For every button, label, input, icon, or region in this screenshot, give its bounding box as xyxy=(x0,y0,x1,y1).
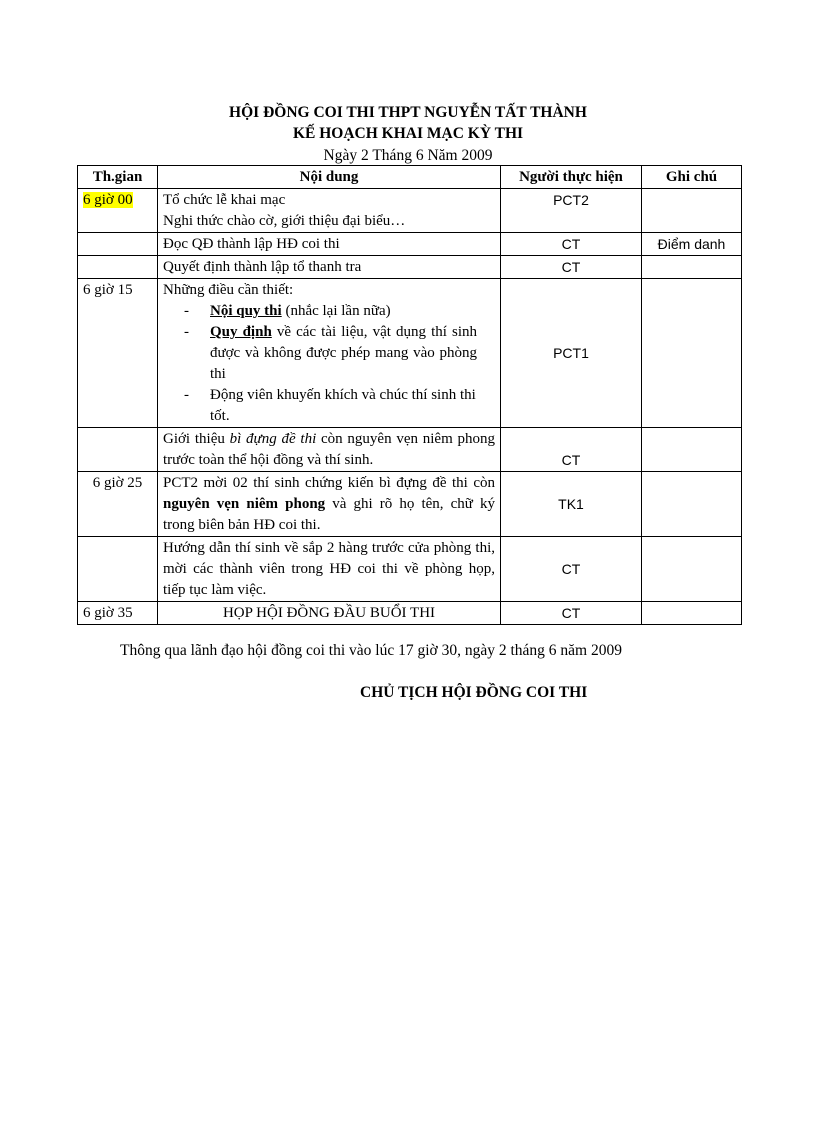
note-cell xyxy=(642,472,742,537)
content-cell: Quyết định thành lập tổ thanh tra xyxy=(158,256,501,279)
plan-title: KẾ HOẠCH KHAI MẠC KỲ THI xyxy=(292,125,524,142)
table-row xyxy=(78,472,742,537)
performer-cell: PCT2 xyxy=(501,189,642,233)
performer-cell: TK1 xyxy=(501,472,642,537)
content-line: Nghi thức chào cờ, giới thiệu đại biểu… xyxy=(163,213,406,229)
list-item: - Nội quy thi (nhắc lại lần nữa) xyxy=(210,301,495,322)
table-row xyxy=(78,233,742,256)
content-cell: Đọc QĐ thành lập HĐ coi thi xyxy=(158,233,501,256)
performer-cell: PCT1 xyxy=(501,279,642,428)
note-cell xyxy=(642,428,742,472)
content-cell xyxy=(158,189,501,233)
list-item: - Quy định về các tài liệu, vật dụng thí sinh được và không được phép mang vào phòng thi xyxy=(210,322,495,385)
signer-title: CHỦ TỊCH HỘI ĐỒNG COI THI xyxy=(360,684,588,701)
time-cell: 6 giờ 25 xyxy=(78,472,158,537)
header-note: Ghi chú xyxy=(642,166,742,189)
time-cell xyxy=(78,428,158,472)
highlighted-time: 6 giờ 00 xyxy=(83,192,133,208)
content-cell xyxy=(158,279,501,428)
council-title: HỘI ĐỒNG COI THI THPT NGUYỄN TẤT THÀNH xyxy=(229,104,587,121)
note-cell xyxy=(642,537,742,602)
content-intro: Những điều cần thiết: xyxy=(163,282,294,298)
note-cell xyxy=(642,602,742,625)
performer-cell: CT xyxy=(501,233,642,256)
header-content: Nội dung xyxy=(158,166,501,189)
opening-plan-table xyxy=(77,165,742,625)
table-row xyxy=(78,279,742,428)
performer-cell: CT xyxy=(501,602,642,625)
time-cell xyxy=(78,537,158,602)
note-cell: Điểm danh xyxy=(642,233,742,256)
note-cell xyxy=(642,189,742,233)
time-cell: 6 giờ 35 xyxy=(78,602,158,625)
note-cell xyxy=(642,256,742,279)
performer-cell: CT xyxy=(501,428,642,472)
time-cell xyxy=(78,256,158,279)
table-row xyxy=(78,537,742,602)
table-row xyxy=(78,256,742,279)
note-cell xyxy=(642,279,742,428)
content-cell: PCT2 mời 02 thí sinh chứng kiến bì đựng đề thi còn nguyên vẹn niêm phong và ghi rõ họ tên, chữ ký trong biên bản HĐ coi thi. xyxy=(158,472,501,537)
content-cell: HỌP HỘI ĐỒNG ĐẦU BUỔI THI xyxy=(158,602,501,625)
list-item: - Động viên khuyến khích và chúc thí sinh thi tốt. xyxy=(210,385,495,427)
header-time: Th.gian xyxy=(78,166,158,189)
performer-cell: CT xyxy=(501,256,642,279)
content-line: Tổ chức lễ khai mạc xyxy=(163,192,286,208)
table-row xyxy=(78,428,742,472)
table-header-row xyxy=(78,166,742,189)
content-cell: Hướng dẫn thí sinh về sắp 2 hàng trước cửa phòng thi, mời các thành viên trong HĐ coi thi về phòng họp, tiếp tục làm việc. xyxy=(158,537,501,602)
table-row xyxy=(78,602,742,625)
time-cell: 6 giờ 15 xyxy=(78,279,158,428)
approval-statement: Thông qua lãnh đạo hội đồng coi thi vào lúc 17 giờ 30, ngày 2 tháng 6 năm 2009 xyxy=(120,642,622,659)
content-cell: Giới thiệu bì đựng đề thi còn nguyên vẹn niêm phong trước toàn thể hội đồng và thí sinh. xyxy=(158,428,501,472)
performer-cell: CT xyxy=(501,537,642,602)
header-performer: Người thực hiện xyxy=(501,166,642,189)
requirements-list xyxy=(163,301,495,427)
time-cell xyxy=(78,189,158,233)
plan-date: Ngày 2 Tháng 6 Năm 2009 xyxy=(323,147,493,164)
table-row xyxy=(78,189,742,233)
time-cell xyxy=(78,233,158,256)
